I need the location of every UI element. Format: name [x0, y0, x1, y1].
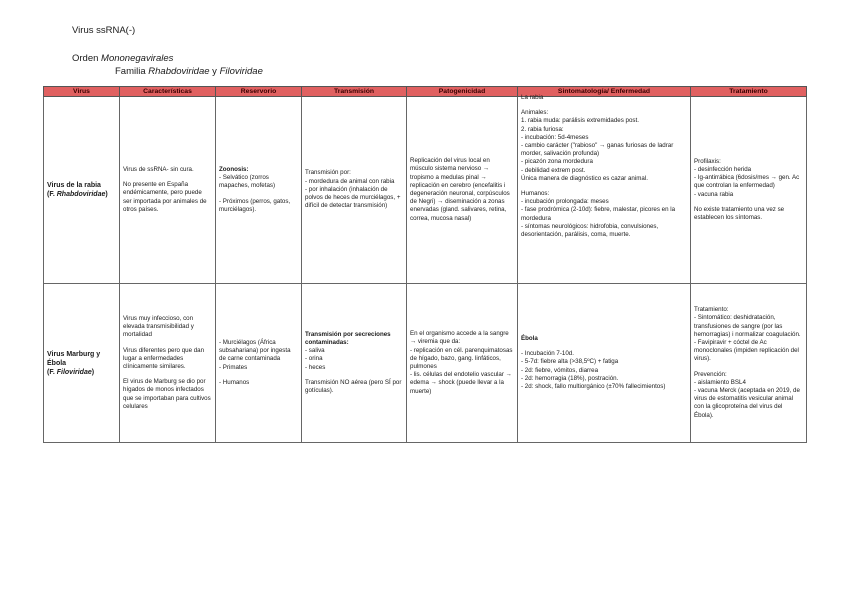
family-line: Familia Rhabdoviridae y Filoviridae: [115, 66, 263, 77]
text-line: - 5-7d: fiebre alta (>38,5ºC) + fatiga: [521, 358, 619, 366]
text-line: - 2d: fiebre, vómitos, diarrea: [521, 366, 599, 374]
text-line: - orina: [305, 355, 323, 363]
text-line: - cambio carácter ("rabioso" → ganas furiosas de ladrar morder, salivación profunda): [521, 142, 674, 158]
reservorio-cell: Zoonosis: - Selvático (zorros mapaches, mofetas) - Próximos (perros, gatos, murciélagos).: [216, 97, 302, 284]
order-line: Orden Mononegavirales: [72, 53, 174, 64]
text-line: Transmisión por:: [305, 169, 351, 177]
col-reservorio: Reservorio: [216, 87, 302, 97]
text-line: - Ig-antirrábica (6dosis/mes → gen. Ac que controlan la enfermedad): [694, 174, 800, 190]
text-line: [305, 372, 403, 379]
transmision-cell: [302, 97, 407, 284]
text-line: - picazón zona mordedura: [521, 158, 593, 166]
text-line: En el organismo accede a la sangre → viremia que da:: [410, 330, 509, 346]
col-caracteristicas: Características: [120, 87, 216, 97]
text-line: [521, 102, 687, 109]
text-line: Virus de ssRNA- sin cura.: [123, 165, 194, 173]
text-line: - aislamiento BSL4: [694, 378, 746, 386]
text-line: [521, 183, 687, 190]
virus-table: [43, 86, 807, 443]
text-line: - replicación en cél. parenquimatosas de hígado, bazo, gang. linfáticos, pulmones: [410, 346, 513, 370]
text-line: - desinfección herida: [694, 165, 752, 173]
tratamiento-cell: [691, 97, 807, 284]
text-line: - Próximos (perros, gatos, murciélagos).: [219, 197, 291, 213]
text-line: [219, 191, 298, 198]
text-line: Animales:: [521, 109, 549, 117]
text-line: Virus diferentes pero que dan lugar a enfermedades clínicamente similares.: [123, 346, 205, 370]
text-line: - vacuna Merck (aceptada en 2019, de virus de estomatitis vesicular animal con la glicoproteína del virus del Ébola).: [694, 387, 800, 419]
text-line: [123, 174, 212, 181]
text-line: Única manera de diagnóstico es cazar animal.: [521, 174, 648, 182]
text-line: - incubación: 5d-4meses: [521, 133, 589, 141]
text-line: [123, 371, 212, 378]
text-line: - saliva: [305, 347, 325, 355]
caracteristicas-cell: [120, 97, 216, 284]
text-line: [694, 199, 803, 206]
text-line: - Primates: [219, 363, 248, 371]
text-line: La rabia: [521, 94, 544, 101]
col-virus: Virus: [44, 87, 120, 97]
sintomatologia-cell: [518, 94, 691, 284]
virus-name-cell: Virus de la rabia (F. Rhabdoviridae): [44, 97, 120, 284]
text-line: [123, 340, 212, 347]
caracteristicas-cell: [120, 284, 216, 443]
text-line: Prevención:: [694, 370, 727, 378]
text-line: Tratamiento:: [694, 306, 729, 314]
col-tratamiento: Tratamiento: [691, 87, 807, 97]
col-transmision: Transmisión: [302, 87, 407, 97]
tratamiento-cell: [691, 284, 807, 443]
text-line: Virus muy infeccioso, con elevada transmisibilidad y mortalidad: [123, 314, 194, 339]
text-line: - lis. células del endotelio vascular → edema → shock (puede llevar a la muerte): [410, 371, 512, 395]
text-line: [219, 372, 298, 379]
text-line: - debilidad extrem post.: [521, 166, 586, 174]
text-line: Humanos:: [521, 190, 550, 198]
patogenicidad-cell: [407, 284, 518, 443]
text-line: - Selvático (zorros mapaches, mofetas): [219, 174, 276, 190]
text-line: 1. rabia muda: parálisis extremidades post.: [521, 117, 639, 125]
text-line: No presente en España endémicamente, pero puede ser importada por animales de otros países.: [123, 181, 207, 213]
text-line: - Humanos: [219, 378, 250, 386]
text-line: El virus de Marburg se dio por hígados de monos infectados que se importaban para cultivos celulares: [123, 378, 211, 410]
text-line: - Incubación 7-10d.: [521, 350, 574, 358]
text-line: - mordedura de animal con rabia: [305, 177, 395, 185]
text-line: 2. rabia furiosa:: [521, 125, 564, 133]
transmision-cell: Transmisión por secreciones contaminadas: - saliva - orina - heces Transmisión NO aérea (pero SÍ por gotículas).: [302, 284, 407, 443]
col-patogenicidad: Patogenicidad: [407, 87, 518, 97]
text-line: - síntomas neurológicos: hidrofobia, convulsiones, desorientación, parálisis, coma, muerte.: [521, 222, 659, 239]
document-header: [72, 24, 263, 78]
patogenicidad-cell: [407, 97, 518, 284]
text-line: - vacuna rabia: [694, 190, 734, 198]
text-line: No existe tratamiento una vez se establecen los síntomas.: [694, 205, 785, 221]
text-line: - 2d: shock, fallo multiorgánico (±70% fallecimientos): [521, 382, 666, 390]
table-row-ebola: [44, 284, 807, 443]
text-line: Transmisión NO aérea (pero SÍ por gotículas).: [305, 378, 402, 394]
text-line: - 2d: hemorragia (18%), postración.: [521, 374, 619, 382]
text-line: Replicación del virus local en músculo sistema nervioso → tropismo a medulas pinal → replicación en cerebro (encefalitis i degeneración neuronal, corpúsculos de Negri) → diseminación a zonas enervadas (gland. salivares, retina, correa, mucosa nasal): [410, 157, 510, 222]
order-name: Mononegavirales: [101, 53, 174, 64]
text-line: - heces: [305, 363, 326, 371]
virus-name-cell: Virus Marburg y Ébola (F. Filoviridae): [44, 284, 120, 443]
text-line: - Favipiravir + cóctel de Ac monoclonales (impiden replicación del virus).: [694, 338, 799, 363]
table-header-row: [44, 87, 807, 97]
sintomatologia-cell: Ébola - Incubación 7-10d. - 5-7d: fiebre alta (>38,5ºC) + fatiga - 2d: fiebre, vómitos, diarrea - 2d: hemorragia (18%), postración. - 2d: shock, fallo multiorgánico (±70% fallecimientos): [518, 284, 691, 443]
text-line: - por inhalación (inhalación de polvos de heces de murciélagos, + difícil de detectar transmisión): [305, 185, 401, 210]
text-line: [694, 364, 803, 371]
text-line: - incubación prolongada: meses: [521, 198, 609, 206]
text-line: - fase prodrómica (2-10d): fiebre, malestar, picores en la mordedura: [521, 206, 676, 222]
text-line: Profilaxis:: [694, 157, 721, 165]
text-line: - Sintomático: deshidratación, transfusiones de sangre (por las hemorragias) i normalizar coagulación.: [694, 314, 801, 338]
col-sintomatologia: Sintomatología/ Enfermedad: [518, 87, 691, 97]
table-row-rabia: [44, 97, 807, 284]
text-line: - Murciélagos (África subsahariana) por ingesta de carne contaminada: [219, 338, 291, 363]
reservorio-cell: [216, 284, 302, 443]
doc-title: Virus ssRNA(-): [72, 25, 136, 36]
